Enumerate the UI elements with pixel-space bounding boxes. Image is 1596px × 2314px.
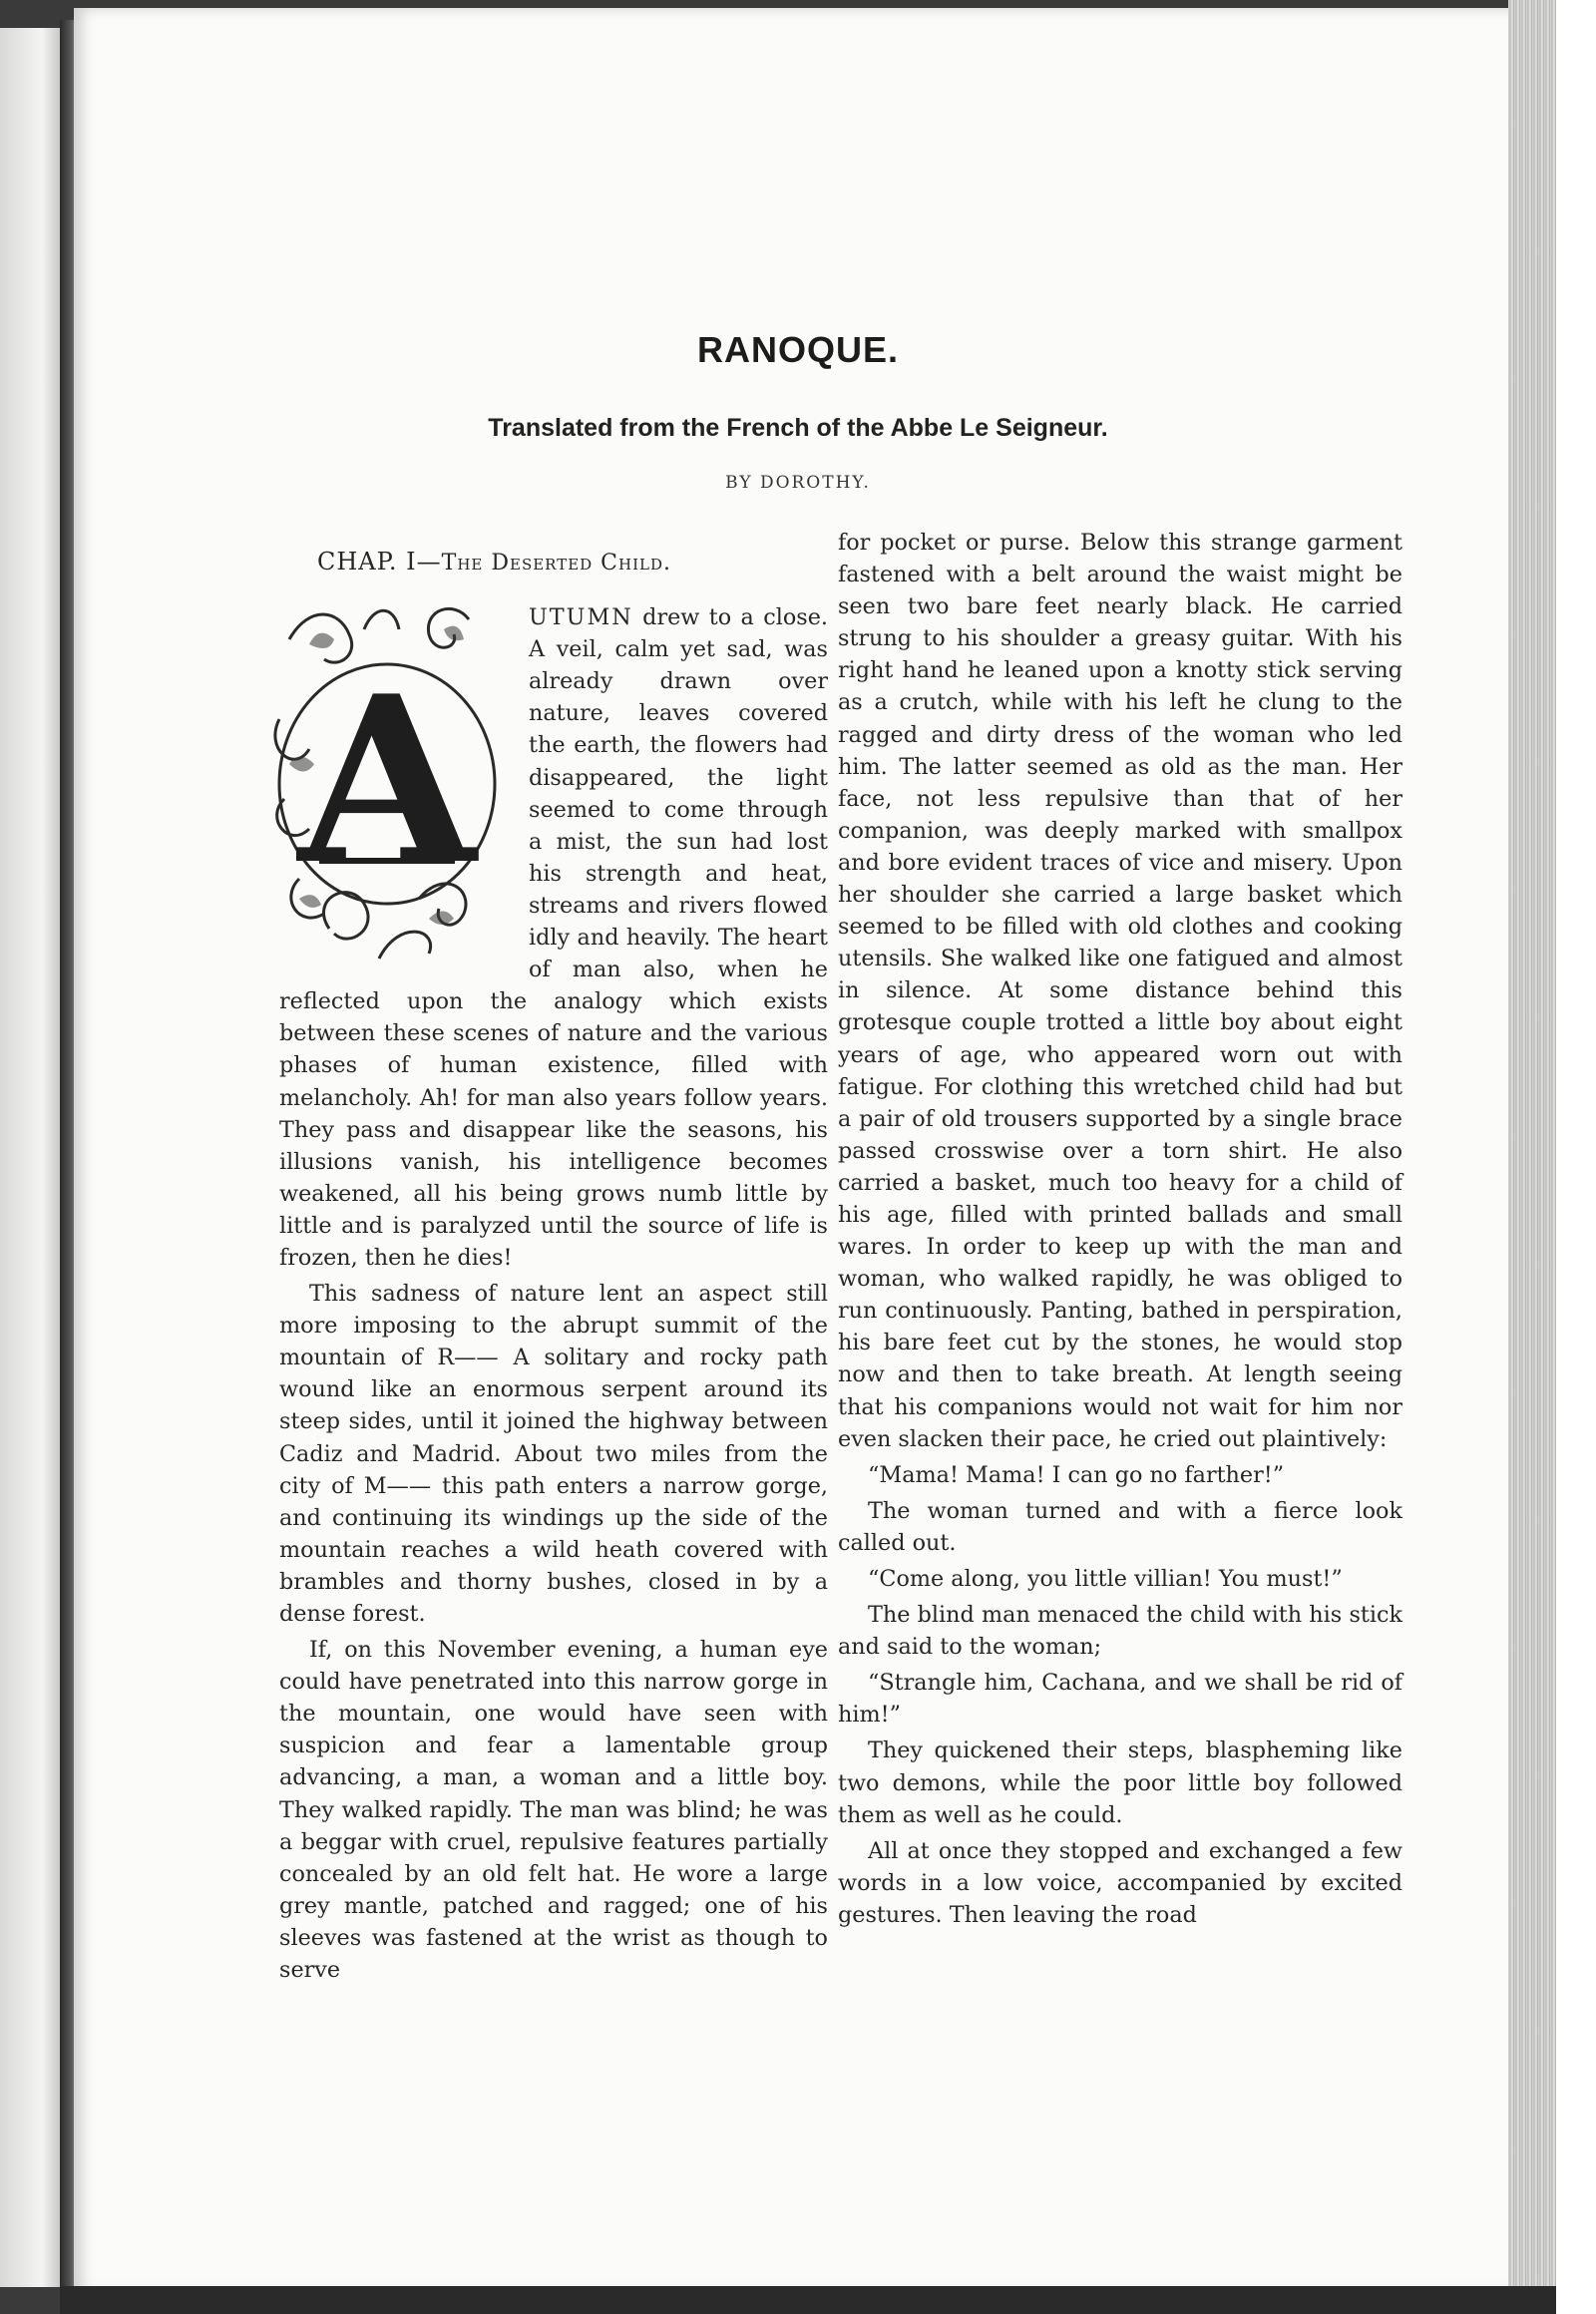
dialogue-line: “Strangle him, Cachana, and we shall be rid of him!” <box>838 1670 1402 1729</box>
dialogue-line: “Come along, you little villian! You must!” <box>868 1566 1343 1592</box>
chapter-name: The Deserted Child. <box>441 551 671 576</box>
opening-paragraph <box>279 601 828 1274</box>
paragraph-right-6: They quickened their steps, blaspheming like two demons, while the poor little boy followed them as well as he could. <box>838 1737 1402 1828</box>
dialogue-line: “Mama! Mama! I can go no farther!” <box>868 1461 1285 1488</box>
paragraph-left-1: This sadness of nature lent an aspect still more imposing to the abrupt summit of the mountain of R—— A solitary and rocky path wound like an enormous serpent around its steep sides, until it joined the highway between Cadiz and Madrid. About two miles from the city of M—— this path enters a narrow gorge, and continuing its windings up the side of the mountain reaches a wild heath covered with brambles and thorny bushes, closed in by a dense forest. <box>279 1281 828 1627</box>
article-title: RANOQUE. <box>696 329 899 370</box>
drop-cap-letter: A <box>297 646 477 917</box>
opening-text: drew to a close. A veil, calm yet sad, was already drawn over nature, leaves covered the earth, the flowers had disappeared, the light seemed to come through a mist, the sun had lost his strength and heat, streams and rivers flowed idly and heavily. The heart of man also, when he reflected upon the analogy which exists between these scenes of nature and the various phases of human existence, filled with melancholy. Ah! for man also years follow years. They pass and disappear like the seasons, his illusions vanish, his intelligence becomes weakened, all his being grows numb little by little and is paralyzed until the source of life is frozen, then he dies! <box>279 604 828 1271</box>
paragraph-right-4: The blind man menaced the child with his stick and said to the woman; <box>838 1602 1402 1661</box>
text-column-right <box>838 527 1402 1931</box>
paragraph-left-2: If, on this November evening, a human eye could have penetrated into this narrow gorge in the mountain, one would have seen with suspicion and fear a lamentable group advancing, a man, a woman and a little boy. They walked rapidly. The man was blind; he was a beggar with cruel, repulsive features partially concealed by an old felt hat. He wore a large grey mantle, patched and ragged; one of his sleeves was fastened at the wrist as though to serve <box>279 1637 828 1984</box>
paragraph-right-7: All at once they stopped and exchanged a few words in a low voice, accompanied by excited gestures. Then leaving the road <box>838 1837 1402 1928</box>
bottom-shadow <box>60 2286 1556 2314</box>
paragraph-right-2: The woman turned and with a fierce look called out. <box>838 1497 1402 1556</box>
ornamental-drop-cap-icon <box>269 599 503 964</box>
paragraph-right-continued: for pocket or purse. Below this strange garment fastened with a belt around the waist might be seen two bare feet nearly black. He carried strung to his shoulder a greasy guitar. With his right hand he leaned upon a knotty stick serving as a crutch, while with his left he clung to the ragged and dirty dress of the woman who led him. The latter seemed as old as the man. Her face, not less repulsive than that of her companion, was deeply marked with smallpox and bore evident traces of vice and misery. Upon her shoulder she carried a large basket which seemed to be filled with old clothes and cooking utensils. She walked like one fatigued and almost in silence. At some distance behind this grotesque couple trotted a little boy about eight years of age, who appeared worn out with fatigue. For clothing this wretched child had but a pair of old trousers supported by a single brace passed crosswise over a torn shirt. He also carried a basket, much too heavy for a child of his age, filled with printed ballads and small wares. In order to keep up with the man and woman, who walked rapidly, he was obliged to run continuously. Panting, bathed in perspiration, his bare feet cut by the stones, he would stop now and then to take breath. At length seeing that his companions would not wait for him nor even slacken their pace, he cried out plaintively: <box>838 530 1402 1452</box>
text-column-left <box>279 534 828 1986</box>
article-subtitle: Translated from the French of the Abbe Le Seigneur. <box>488 414 1108 442</box>
chapter-number: CHAP. I— <box>317 548 442 576</box>
article-byline: BY DOROTHY. <box>725 473 871 493</box>
opening-lead: UTUMN <box>529 604 633 631</box>
chapter-heading <box>317 546 828 579</box>
